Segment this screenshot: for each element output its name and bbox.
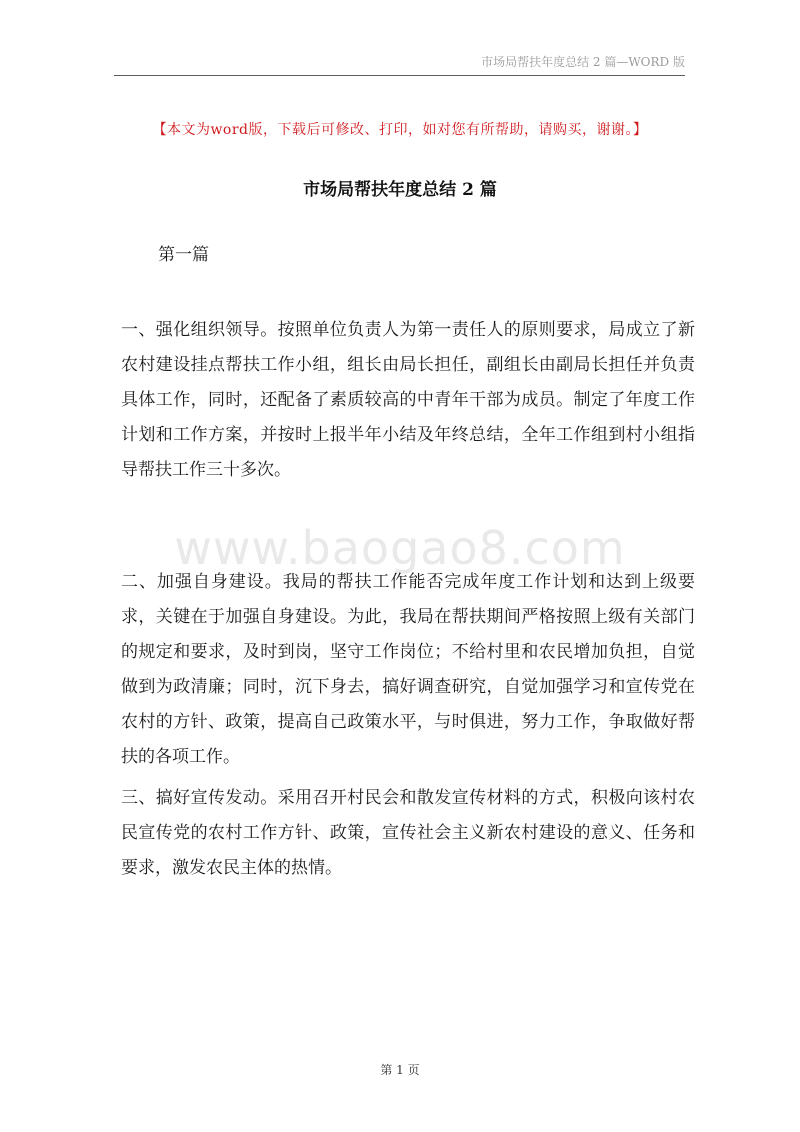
page-number: 第 1 页	[380, 1063, 420, 1077]
purchase-notice: 【本文为word版，下载后可修改、打印，如对您有所帮助，请购买，谢谢。】	[152, 122, 648, 138]
watermark: www.baogao8.com	[174, 521, 626, 575]
paragraph-2: 二、加强自身建设。我局的帮扶工作能否完成年度工作计划和达到上级要求，关键在于加强自身建设。为此，我局在帮扶期间严格按照上级有关部门的规定和要求，及时到岗，坚守工作岗位；不给村里和农民增加负担，自觉做到为政清廉；同时，沉下身去，搞好调查研究，自觉加强学习和宣传党在农村的方针、政策，提高自己政策水平，与时俱进，努力工作，争取做好帮扶的各项工作。	[121, 572, 695, 767]
section-label: 第一篇	[158, 245, 209, 265]
paragraph-1: 一、强化组织领导。按照单位负责人为第一责任人的原则要求，局成立了新农村建设挂点帮扶工作小组，组长由局长担任，副组长由副局长担任并负责具体工作，同时，还配备了素质较高的中青年干部为成员。制定了年度工作计划和工作方案，并按时上报半年小结及年终总结，全年工作组到村小组指导帮扶工作三十多次。	[121, 320, 695, 480]
document-title: 市场局帮扶年度总结 2 篇	[303, 180, 497, 200]
header-divider	[114, 75, 685, 76]
paragraph-3: 三、搞好宣传发动。采用召开村民会和散发宣传材料的方式，积极向该村农民宣传党的农村工作方针、政策，宣传社会主义新农村建设的意义、任务和要求，激发农民主体的热情。	[121, 788, 695, 878]
running-header: 市场局帮扶年度总结 2 篇—WORD 版	[481, 55, 685, 69]
